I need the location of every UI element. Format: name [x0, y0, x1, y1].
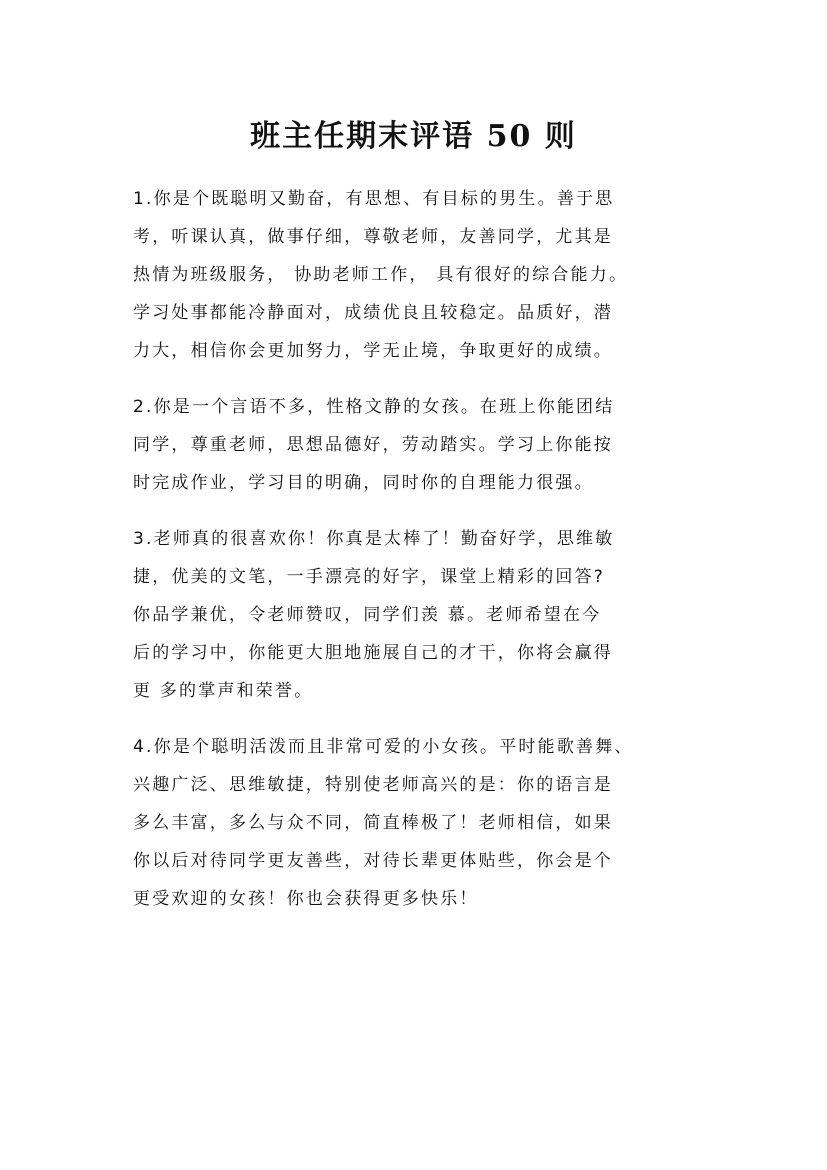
- comment-paragraph-2: [133, 388, 713, 502]
- text-line: 你品学兼优，令老师赞叹，同学们羡 慕。老师希望在今: [133, 605, 602, 625]
- text-line: 兴趣广泛、思维敏捷，特别使老师高兴的是：你的语言是: [133, 775, 613, 795]
- text-line: 捷，优美的文笔，一手漂亮的好字，课堂上精彩的回答?: [133, 567, 606, 587]
- text-line: 多么丰富，多么与众不同，简直棒极了！老师相信，如果: [133, 813, 613, 833]
- text-line: 力大，相信你会更加努力，学无止境，争取更好的成绩。: [133, 341, 613, 361]
- comment-paragraph-4: [133, 728, 713, 918]
- text-line: 4.你是个聪明活泼而且非常可爱的小女孩。平时能歌善舞、: [133, 737, 634, 757]
- text-line: 时完成作业，学习目的明确，同时你的自理能力很强。: [133, 473, 594, 493]
- text-line: 后的学习中，你能更大胆地施展自己的才干，你将会赢得: [133, 643, 613, 663]
- text-line: 更受欢迎的女孩！你也会获得更多快乐！: [133, 889, 479, 909]
- text-line: 更 多的掌声和荣誉。: [133, 681, 314, 701]
- text-line: 你以后对待同学更友善些，对待长辈更体贴些，你会是个: [133, 851, 613, 871]
- text-line: 2.你是一个言语不多，性格文静的女孩。在班上你能团结: [133, 397, 615, 417]
- text-line: 3.老师真的很喜欢你！你真是太棒了！勤奋好学，思维敏: [133, 529, 615, 549]
- text-line: 学习处事都能冷静面对，成绩优良且较稳定。品质好，潜: [133, 303, 613, 323]
- text-line: 同学，尊重老师，思想品德好，劳动踏实。学习上你能按: [133, 435, 613, 455]
- text-line: 热情为班级服务， 协助老师工作， 具有很好的综合能力。: [133, 265, 629, 285]
- document-title: 班主任期末评语 50 则: [250, 119, 577, 154]
- document-body: [133, 180, 713, 936]
- text-line: 1.你是个既聪明又勤奋，有思想、有目标的男生。善于思: [133, 189, 615, 209]
- comment-paragraph-1: [133, 180, 713, 370]
- comment-paragraph-3: [133, 520, 713, 710]
- text-line: 考，听课认真，做事仔细，尊敬老师，友善同学，尤其是: [133, 227, 613, 247]
